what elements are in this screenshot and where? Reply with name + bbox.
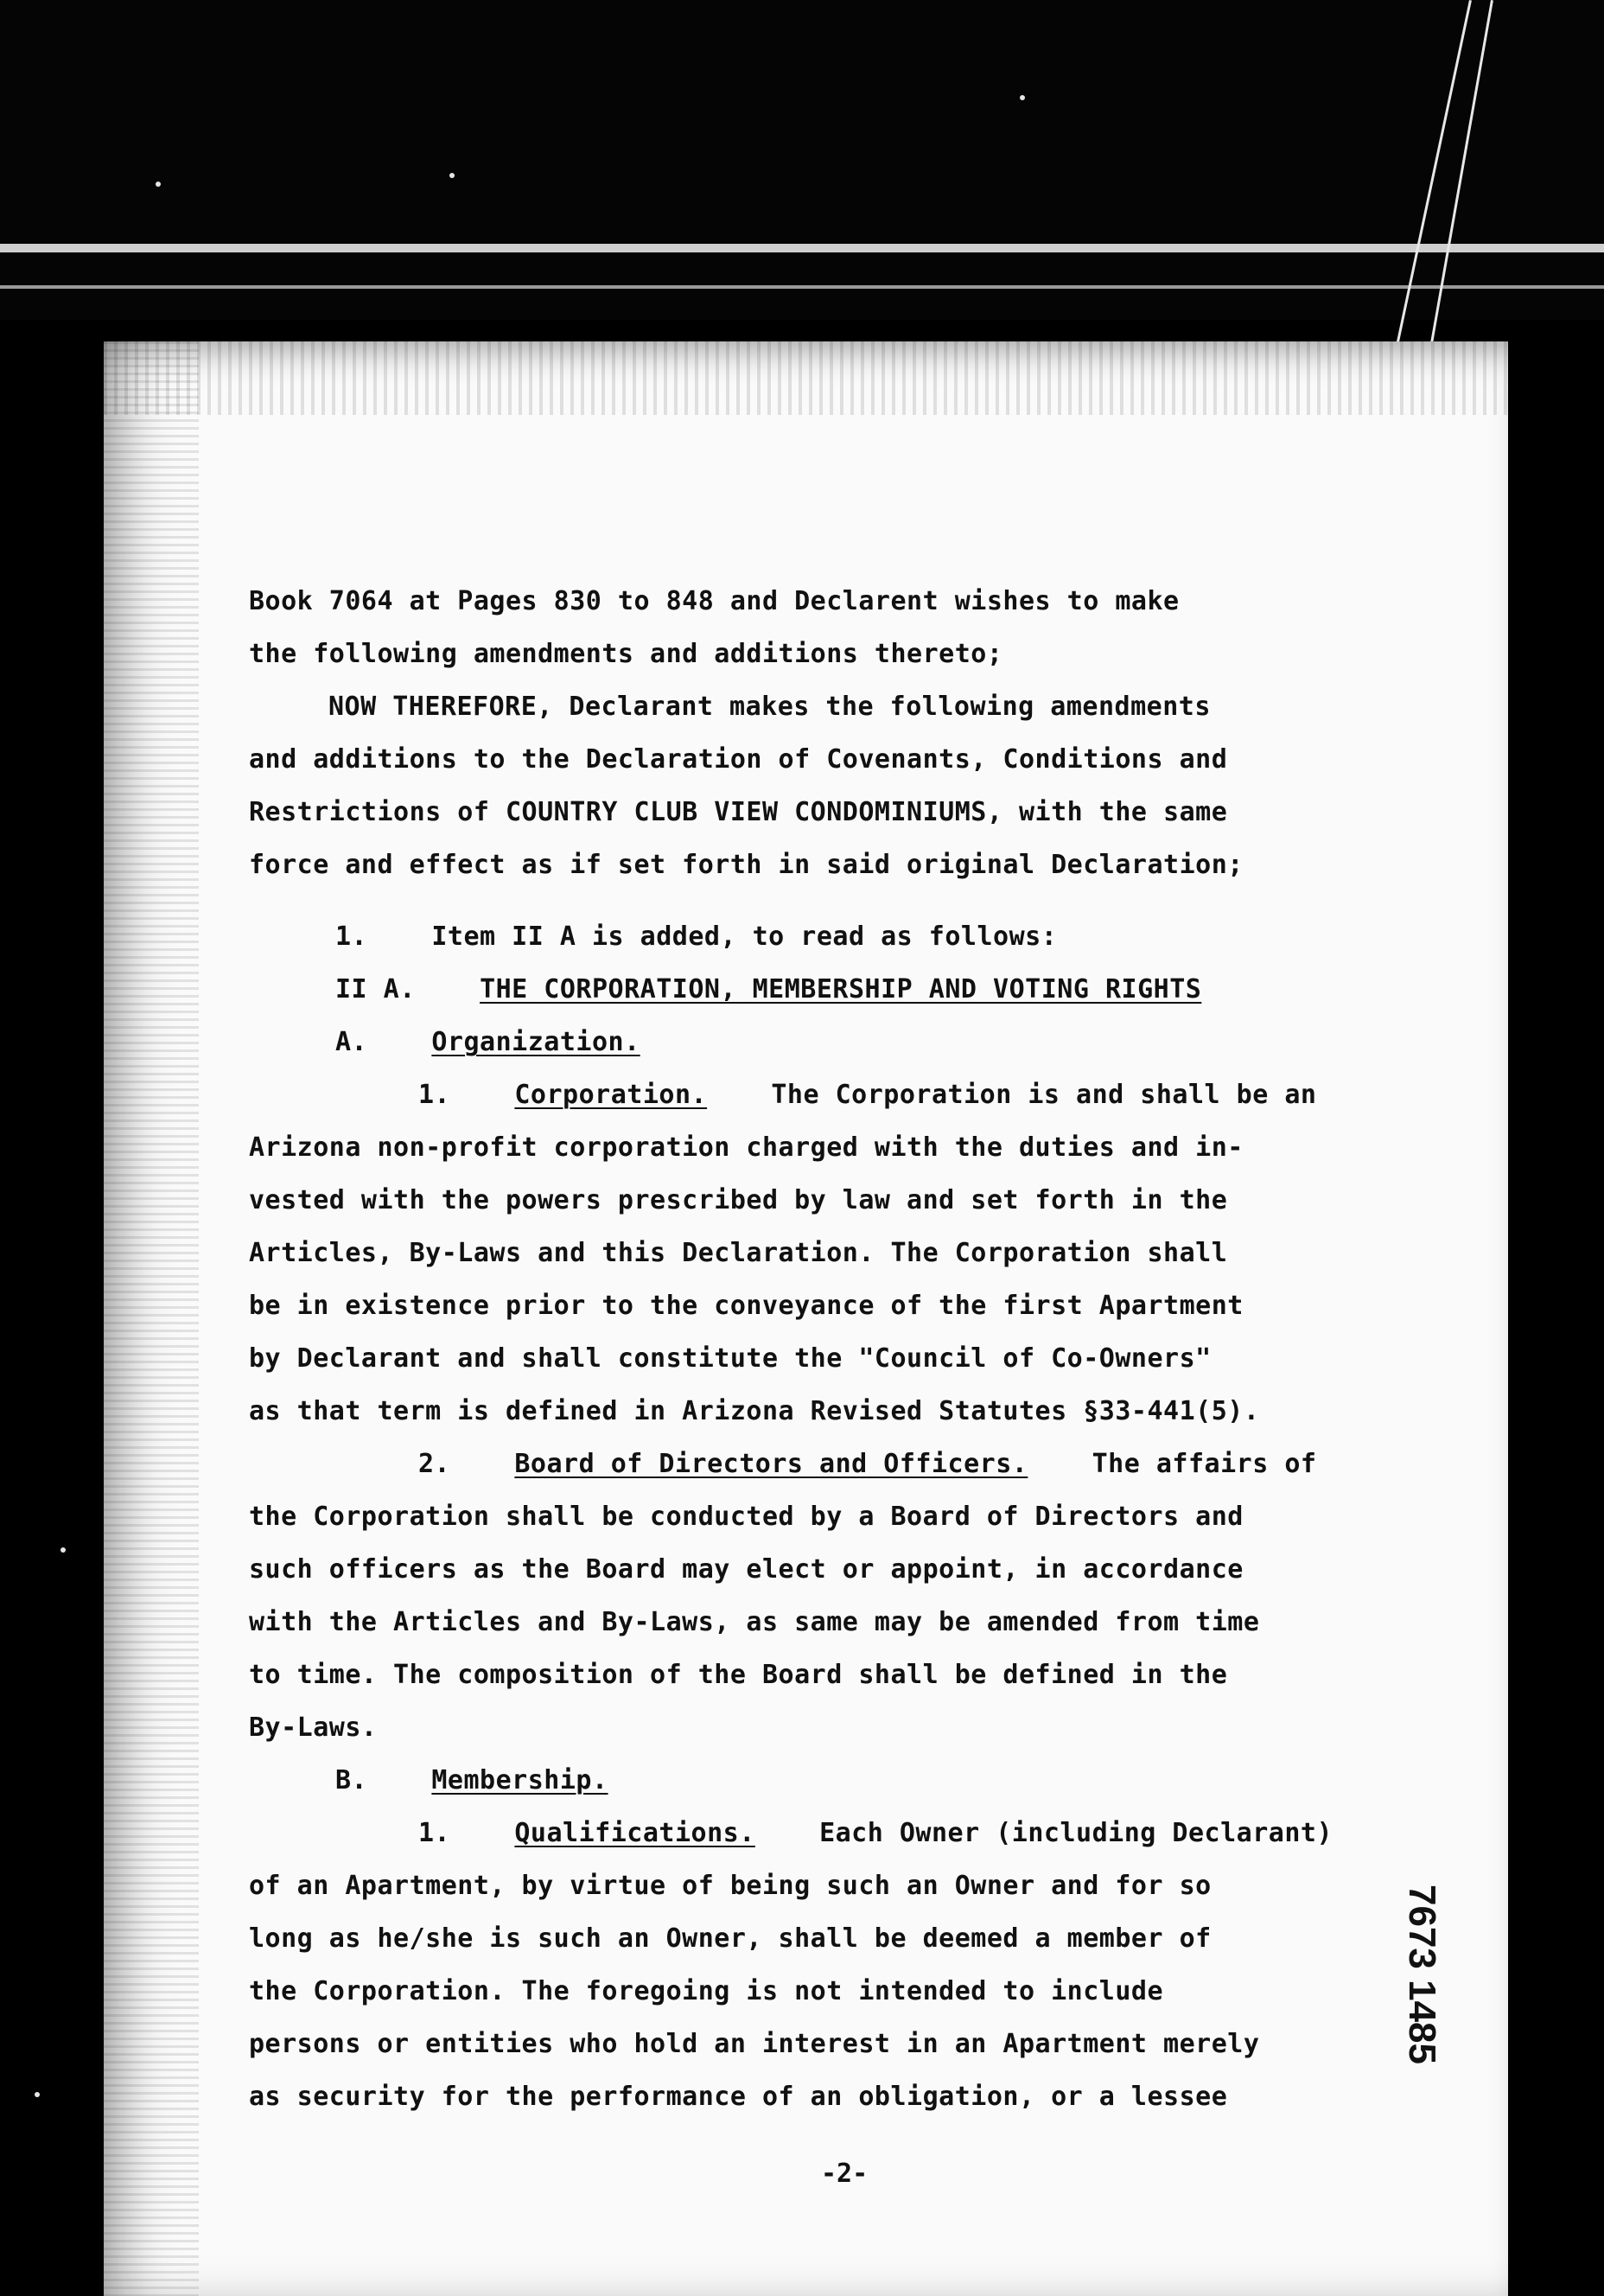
- subsection-letter: A.: [335, 1027, 368, 1057]
- body-line: to time. The composition of the Board shall be defined in the: [249, 1660, 1228, 1690]
- body-line: the Corporation. The foregoing is not intended to include: [249, 1976, 1164, 2006]
- body-line: By-Laws.: [249, 1712, 378, 1743]
- paragraph-heading: [249, 1807, 1398, 1859]
- item-number: 1.: [335, 922, 368, 952]
- body-line: NOW THEREFORE, Declarant makes the following amendments: [328, 692, 1211, 722]
- page-number: -2-: [821, 2159, 869, 2189]
- body-line: Restrictions of COUNTRY CLUB VIEW CONDOMINIUMS, with the same: [249, 797, 1228, 827]
- paragraph-heading: [249, 1068, 1398, 1121]
- section-number: II A.: [335, 974, 416, 1004]
- scan-border-top: [0, 0, 1604, 320]
- body-line: with the Articles and By-Laws, as same may be amended from time: [249, 1607, 1260, 1637]
- section-title: THE CORPORATION, MEMBERSHIP AND VOTING RIGHTS: [480, 974, 1202, 1004]
- body-line: Book 7064 at Pages 830 to 848 and Declarent wishes to make: [249, 586, 1180, 616]
- scan-speck: [35, 2092, 40, 2097]
- scan-artifact-line: [0, 244, 1604, 252]
- scan-speck: [60, 1547, 66, 1553]
- scan-speck: [449, 173, 455, 178]
- paragraph-title: Qualifications.: [514, 1818, 755, 1848]
- recording-stamp: 7673 1485: [1401, 1885, 1443, 2064]
- paragraph-number: 1.: [418, 1818, 451, 1848]
- paragraph-title: Corporation.: [514, 1080, 708, 1110]
- paragraph-heading: [249, 1438, 1398, 1490]
- scan-speck: [156, 182, 161, 187]
- body-line: the following amendments and additions thereto;: [249, 639, 1003, 669]
- paragraph-number: 1.: [418, 1080, 451, 1110]
- scan-speck: [1020, 95, 1025, 100]
- body-line: and additions to the Declaration of Covenants, Conditions and: [249, 744, 1228, 775]
- scan-noise: [104, 341, 1508, 415]
- body-line: by Declarant and shall constitute the "Council of Co-Owners": [249, 1343, 1212, 1374]
- subsection-letter: B.: [335, 1765, 368, 1795]
- paragraph-text: The affairs of: [1092, 1449, 1317, 1479]
- body-line: be in existence prior to the conveyance of the first Apartment: [249, 1291, 1244, 1321]
- body-line: of an Apartment, by virtue of being such an Owner and for so: [249, 1871, 1212, 1901]
- body-line: long as he/she is such an Owner, shall be deemed a member of: [249, 1923, 1212, 1954]
- body-line: vested with the powers prescribed by law and set forth in the: [249, 1185, 1228, 1215]
- section-heading: [249, 963, 1398, 1016]
- item-text: Item II A is added, to read as follows:: [431, 922, 1058, 952]
- body-line: Arizona non-profit corporation charged with the duties and in-: [249, 1132, 1244, 1163]
- body-line: Articles, By-Laws and this Declaration. The Corporation shall: [249, 1238, 1228, 1268]
- body-line: persons or entities who hold an interest in an Apartment merely: [249, 2029, 1260, 2059]
- paragraph-text: Each Owner (including Declarant): [819, 1818, 1333, 1848]
- scan-artifact-line: [0, 285, 1604, 289]
- subsection-heading: [249, 1754, 1398, 1807]
- subsection-title: Membership.: [431, 1765, 608, 1795]
- subsection-title: Organization.: [431, 1027, 640, 1057]
- body-line: as security for the performance of an obligation, or a lessee: [249, 2082, 1228, 2112]
- body-line: such officers as the Board may elect or appoint, in accordance: [249, 1554, 1244, 1585]
- item-line: [249, 910, 1398, 963]
- body-line: as that term is defined in Arizona Revised Statutes §33-441(5).: [249, 1396, 1260, 1426]
- body-line: the Corporation shall be conducted by a Board of Directors and: [249, 1502, 1244, 1532]
- paragraph-number: 2.: [418, 1449, 451, 1479]
- paragraph-title: Board of Directors and Officers.: [514, 1449, 1028, 1479]
- subsection-heading: [249, 1016, 1398, 1068]
- document-body: [249, 575, 1398, 2123]
- paragraph-text: The Corporation is and shall be an: [771, 1080, 1317, 1110]
- scan-noise: [104, 341, 199, 2296]
- body-line: force and effect as if set forth in said original Declaration;: [249, 850, 1244, 880]
